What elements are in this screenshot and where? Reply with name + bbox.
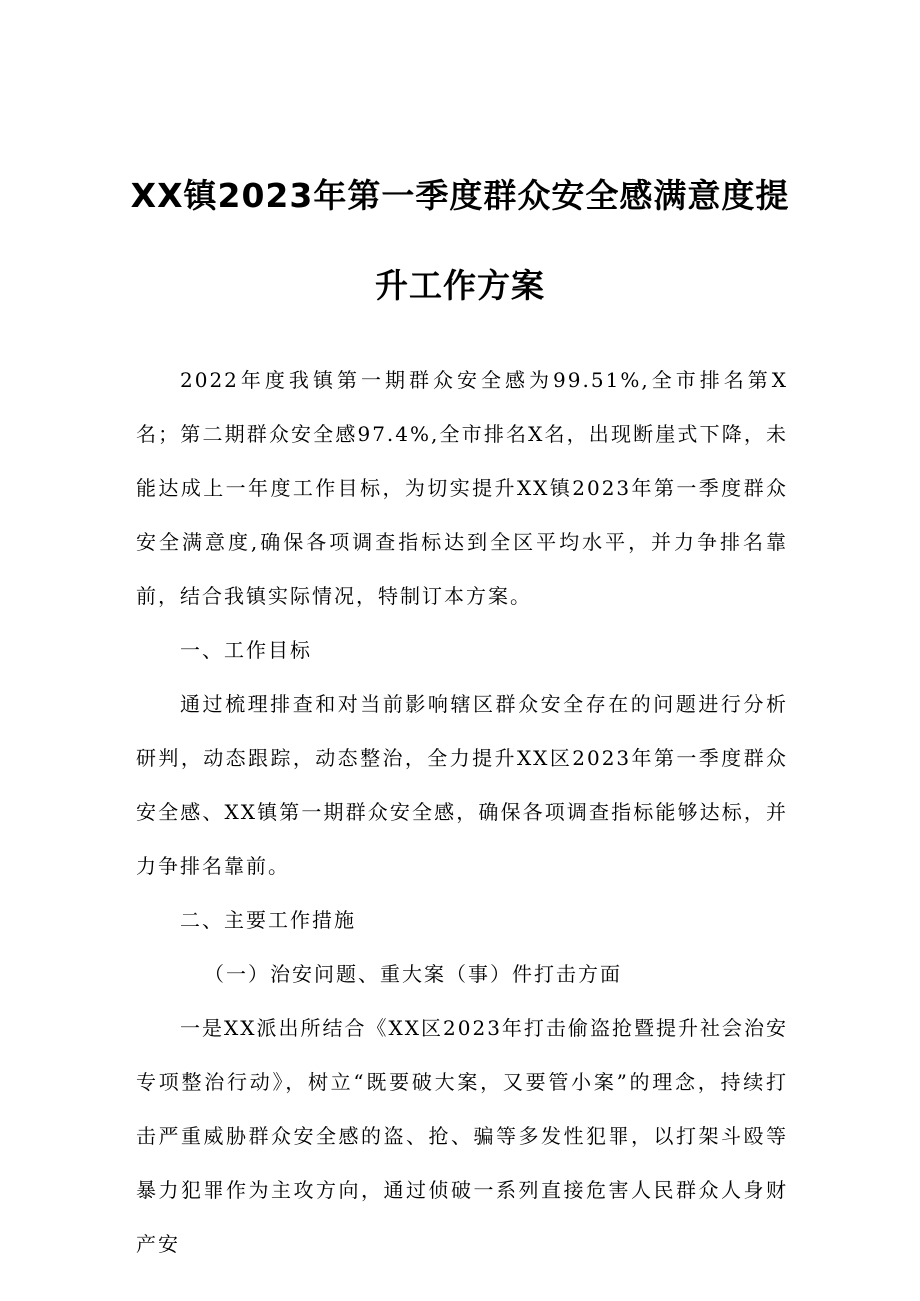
- subsection-1-paragraph: 一是XX派出所结合《XX区2023年打击偷盗抢暨提升社会治安专项整治行动》，树立“既要破大案，又要管小案”的理念，持续打击严重威胁群众安全感的盗、抢、骗等多发性犯罪，以打架斗殴等暴力犯罪作为主攻方向，通过侦破一系列直接危害人民群众人身财产安: [136, 1016, 788, 1256]
- document-body: [136, 353, 788, 1271]
- intro-paragraph: 2022年度我镇第一期群众安全感为99.51%,全市排名第X名；第二期群众安全感97.4%,全市排名X名，出现断崖式下降，未能达成上一年度工作目标，为切实提升XX镇2023年第一季度群众安全满意度,确保各项调查指标达到全区平均水平，并力争排名靠前，结合我镇实际情况，特制订本方案。: [136, 368, 788, 608]
- section-1-heading: 一、工作目标: [180, 638, 312, 662]
- section-1-paragraph: 通过梳理排查和对当前影响辖区群众安全存在的问题进行分析研判，动态跟踪，动态整治，全力提升XX区2023年第一季度群众安全感、XX镇第一期群众安全感，确保各项调查指标能够达标，并力争排名靠前。: [136, 692, 788, 878]
- document-title-line-1: XX镇2023年第一季度群众安全感满意度提: [130, 176, 790, 215]
- subsection-1-heading: （一）治安问题、重大案（事）件打击方面: [204, 962, 622, 986]
- section-2-heading: 二、主要工作措施: [180, 908, 356, 932]
- document-title-line-2: 升工作方案: [375, 266, 545, 305]
